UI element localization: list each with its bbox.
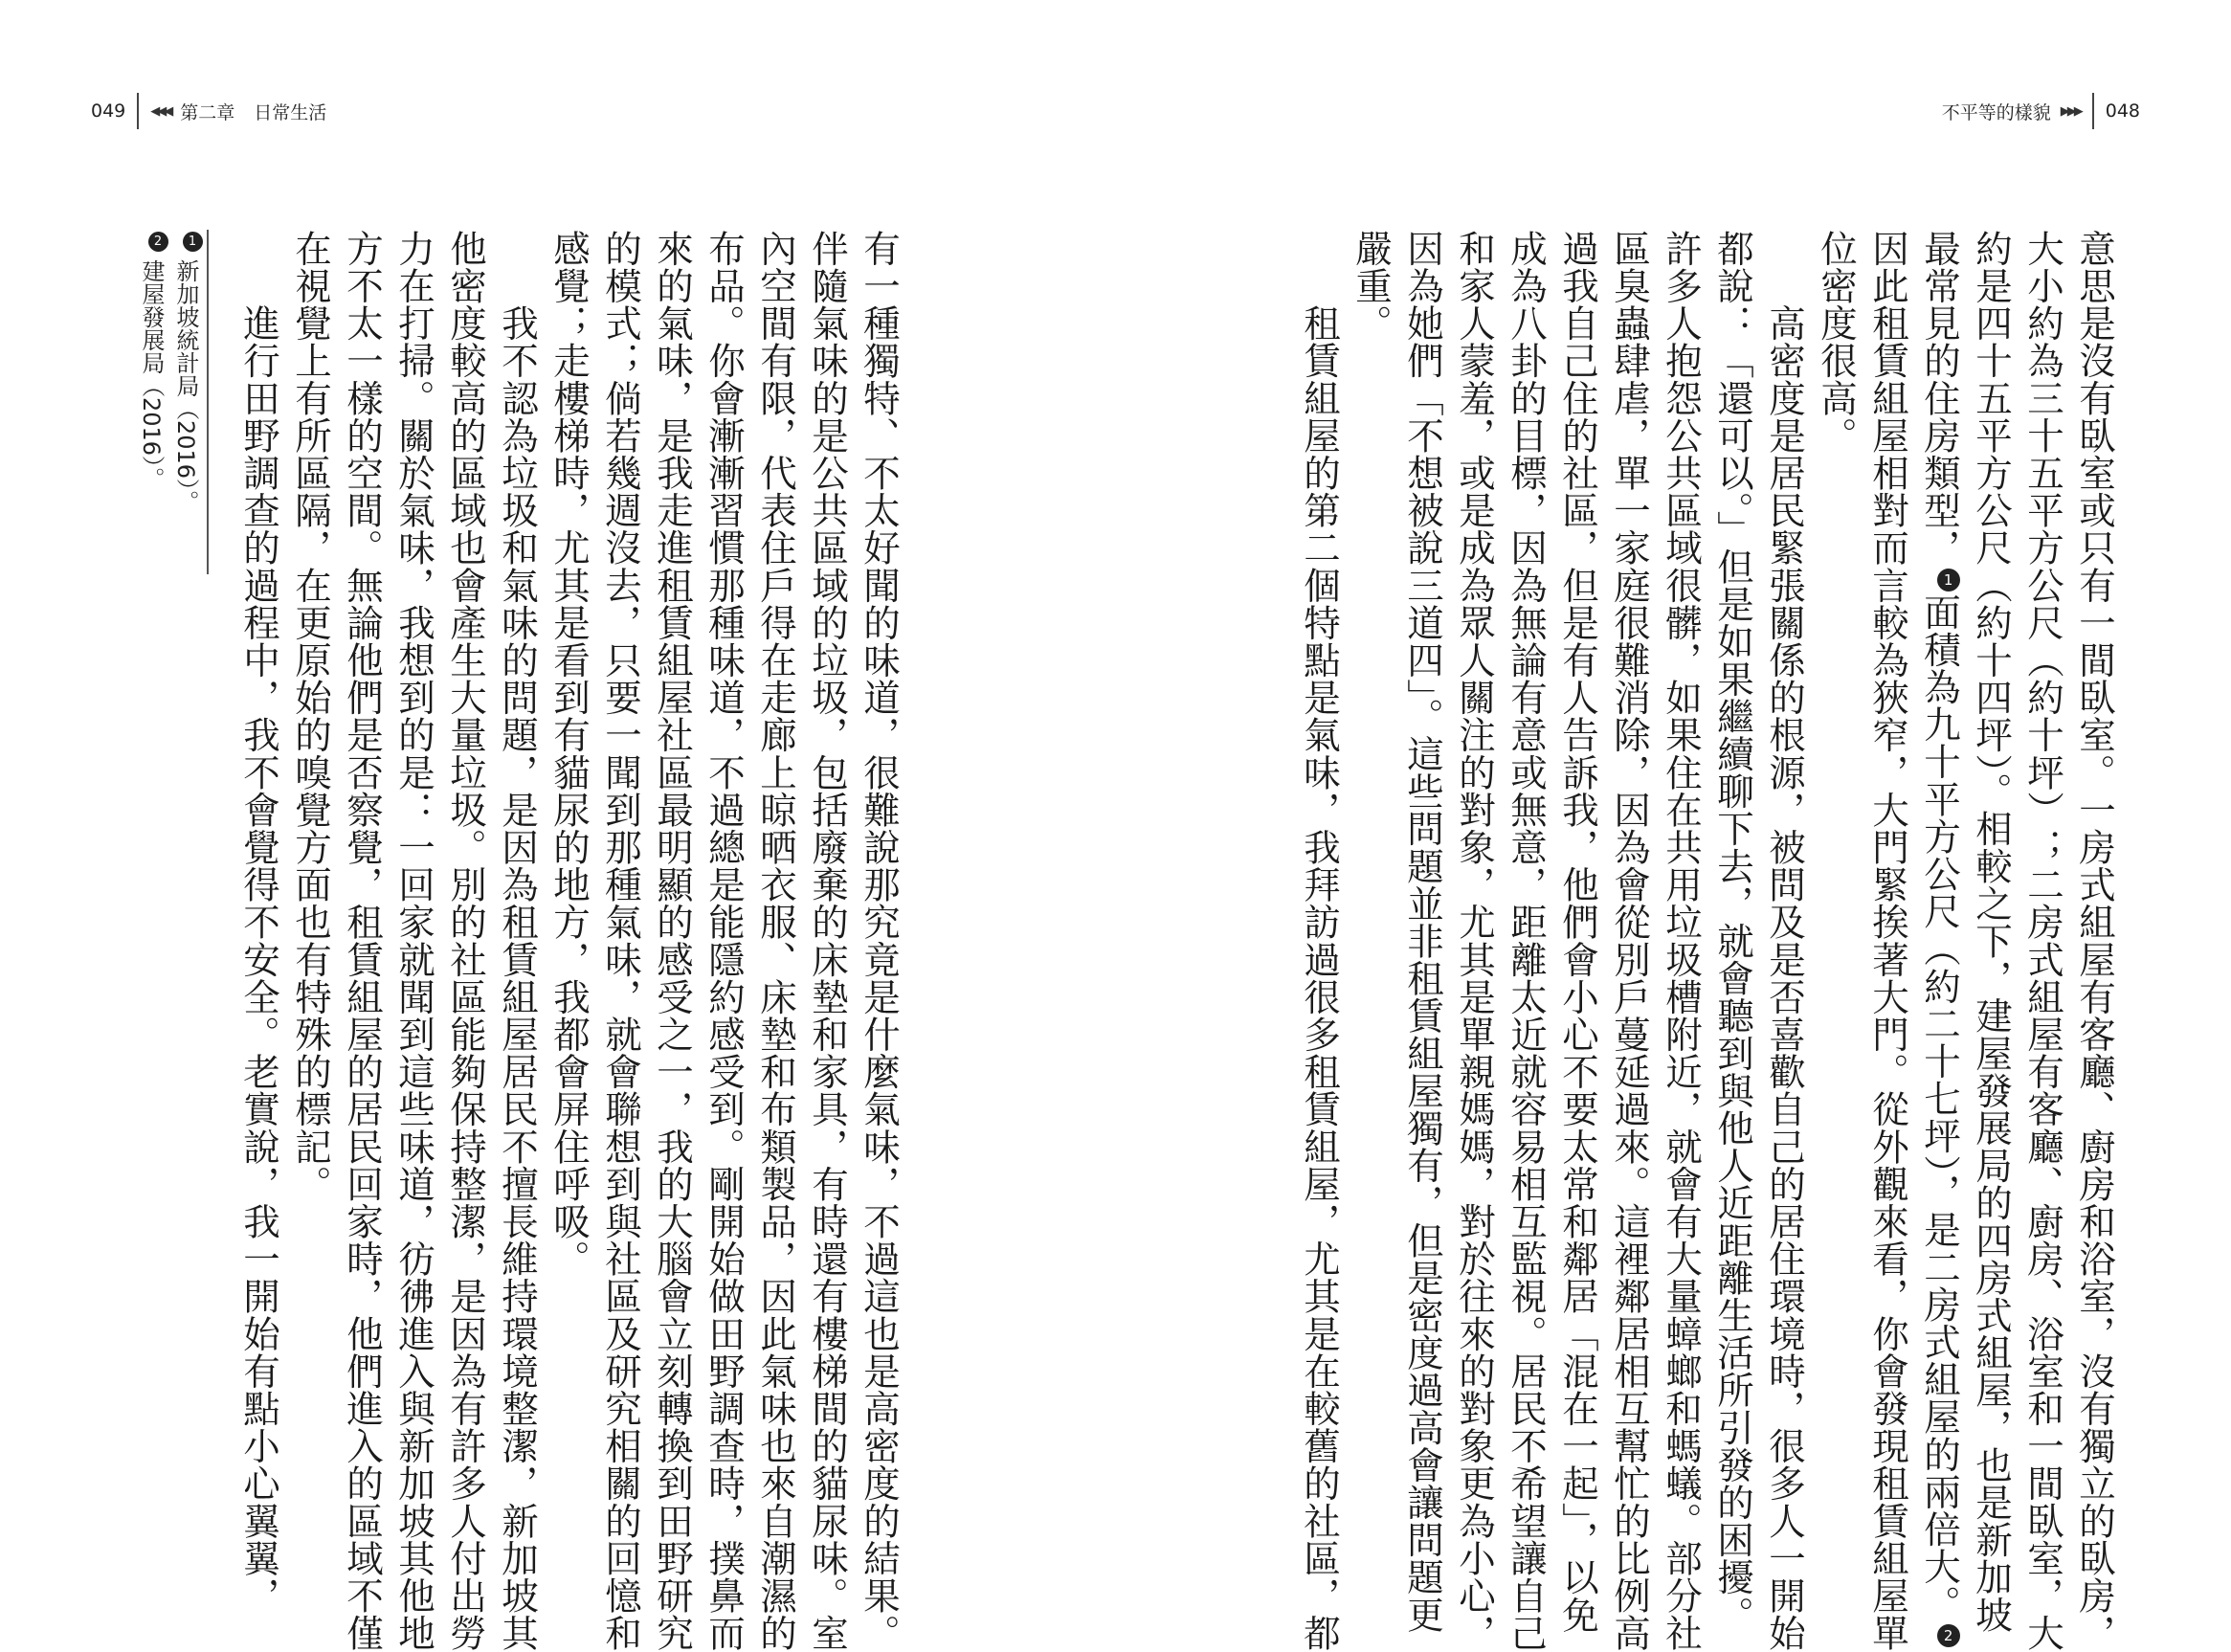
footnotes (134, 230, 203, 613)
text-column: 在視覺上有所區隔，在更原始的嗅覺方面也有特殊的標記。 (289, 230, 332, 1203)
footnote-text: 建屋發展局（2016）。 (138, 259, 165, 491)
text-column: 方不太一樣的空間。無論他們是否察覺，租賃組屋的居民回家時，他們進入的區域不僅 (341, 230, 384, 1652)
text-column: 內空間有限，代表住戶得在走廊上晾晒衣服、床墊和布類製品，因此氣味也來自潮濕的 (754, 230, 797, 1652)
triangle-arrows-right-icon: ▶▶▶ (2060, 103, 2081, 119)
section-label: 日常生活 (254, 101, 327, 123)
text-column: 有一種獨特、不太好聞的味道，很難說那究竟是什麼氣味，不過這也是高密度的結果。 (858, 230, 901, 1652)
header-divider (137, 93, 139, 129)
left-page-body (237, 230, 904, 1652)
text-column: 感覺；走樓梯時，尤其是看到有貓尿的地方，我都會屏住呼吸。 (547, 230, 591, 1278)
text-column: 意思是沒有臥室或只有一間臥室。一房式組屋有客廳、廚房和浴室，沒有獨立的臥房， (2073, 230, 2116, 1652)
text-column: 來的氣味，是我走進租賃組屋社區最明顯的感受之一，我的大腦會立刻轉換到田野研究 (651, 230, 694, 1652)
right-page-number: 048 (2105, 100, 2140, 122)
footnote-marker-2: 2 (1937, 1624, 1960, 1647)
text-column: 我不認為垃圾和氣味的問題，是因為租賃組屋居民不擅長維持環境整潔，新加坡其 (496, 230, 539, 1652)
footnote-marker-1: 1 (1937, 569, 1960, 592)
text-column: 過我自己住的社區，但是有人告訴我，他們會小心不要太常和鄰居「混在一起」，以免 (1556, 230, 1599, 1634)
footnote-rule (207, 230, 209, 574)
footnote-number-2: 2 (148, 232, 168, 252)
footnote-1 (168, 230, 203, 613)
left-page-number: 049 (91, 100, 126, 122)
footnote-2 (134, 230, 168, 613)
footnote-number-1: 1 (183, 232, 203, 252)
text-column: 約是四十五平方公尺（約十四坪）。相較之下，建屋發展局的四房式組屋，也是新加坡 (1970, 230, 2013, 1634)
text-column: 區臭蟲肆虐，單一家庭很難消除，因為會從別戶蔓延過來。這裡鄰居相互幫忙的比例高 (1608, 230, 1651, 1652)
text-column: 高密度是居民緊張關係的根源，被問及是否喜歡自己的居住環境時，很多人一開始 (1763, 230, 1806, 1652)
text-column: 的模式；倘若幾週沒去，只要一聞到那種氣味，就會聯想到與社區及研究相關的回憶和 (599, 230, 642, 1652)
text-column: 成為八卦的目標，因為無論有意或無意，距離太近就容易相互監視。居民不希望讓自己 (1505, 230, 1548, 1652)
text-column: 大小約為三十五平方公尺（約十坪）；二房式組屋有客廳、廚房、浴室和一間臥室，大 (2021, 230, 2064, 1652)
text-column: 嚴重。 (1350, 230, 1393, 343)
text-column: 因為她們「不想被說三道四」。這些問題並非租賃組屋獨有，但是密度過高會讓問題更 (1401, 230, 1444, 1634)
text-column: 租賃組屋的第二個特點是氣味，我拜訪過很多租賃組屋，尤其是在較舊的社區，都 (1298, 230, 1341, 1652)
text-column: 力在打掃。關於氣味，我想到的是：一回家就聞到這些味道，彷彿進入與新加坡其他地 (392, 230, 435, 1652)
book-title: 不平等的樣貌 (1941, 101, 2051, 123)
text-column: 他密度較高的區域也會產生大量垃圾。別的社區能夠保持整潔，是因為有許多人付出勞 (444, 230, 487, 1652)
text-column: 許多人抱怨公共區域很髒，如果住在共用垃圾槽附近，就會有大量蟑螂和螞蟻。部分社 (1660, 230, 1703, 1652)
header-divider (2092, 93, 2094, 129)
text-column: 布品。你會漸漸習慣那種味道，不過總是能隱約感受到。剛開始做田野調查時，撲鼻而 (703, 230, 746, 1652)
text-column: 伴隨氣味的是公共區域的垃圾，包括廢棄的床墊和家具，有時還有樓梯間的貓尿味。室 (806, 230, 849, 1652)
text-column: 和家人蒙羞，或是成為眾人關注的對象，尤其是單親媽媽，對於往來的對象更為小心， (1453, 230, 1496, 1652)
footnote-text: 新加坡統計局（2016）。 (172, 259, 199, 514)
text-column: 進行田野調查的過程中，我不會覺得不安全。老實說，我一開始有點小心翼翼， (237, 230, 280, 1615)
triangle-arrows-left-icon: ◀◀◀ (150, 103, 171, 119)
text-column: 都說：「還可以。」但是如果繼續聊下去，就會聽到與他人近距離生活所引發的困擾。 (1711, 230, 1754, 1634)
right-page-body (1298, 230, 2120, 1652)
left-running-head (91, 92, 326, 130)
text-column: 位密度很高。 (1815, 230, 1858, 455)
right-running-head (1942, 92, 2140, 130)
chapter-label: 第二章 (180, 101, 235, 123)
text-column: 因此租賃組屋相對而言較為狹窄，大門緊挨著大門。從外觀來看，你會發現租賃組屋單 (1866, 230, 1909, 1652)
text-column-with-notes: 最常見的住房類型，1面積為九十平方公尺（約二十七坪），是二房式組屋的兩倍大。2 (1913, 230, 1965, 1474)
